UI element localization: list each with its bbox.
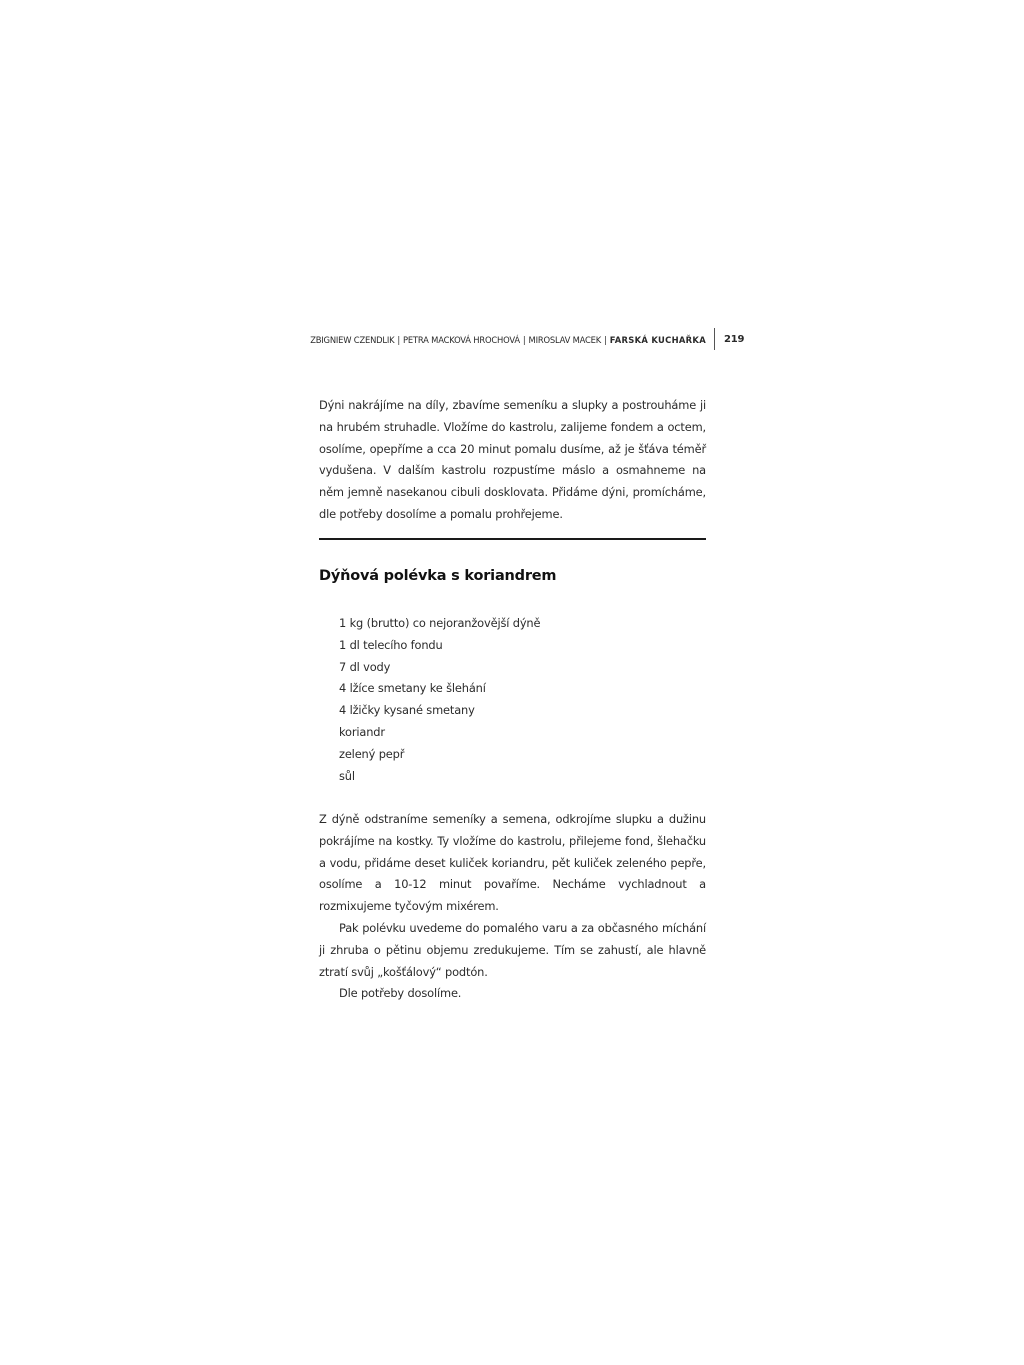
method-paragraph: Pak polévku uvedeme do pomalého varu a za občasného míchání ji zhruba o pětinu objemu zredukujeme. Tím se zahustí, ale hlavně ztratí svůj „košťálový“ podtón. (319, 920, 706, 979)
intro-section (319, 395, 706, 526)
method-section (319, 809, 706, 1005)
header-separator: | (522, 335, 526, 345)
ingredient-item: koriandr (339, 724, 385, 739)
intro-paragraph: Dýni nakrájíme na díly, zbavíme semeníku a slupky a postrouháme ji na hrubém struhadle. Vložíme do kastrolu, zalijeme fondem a octem, osolíme, opepříme a cca 20 minut pomalu dusíme, až je šťáva téměř vydušena. V dalším kastrolu rozpustíme máslo a osmahneme na něm jemně nasekanou cibuli dosklovata. Přidáme dýni, promícháme, dle potřeby dosolíme a pomalu prohřejeme. (319, 398, 706, 521)
section-divider (319, 538, 706, 540)
method-paragraph: Dle potřeby dosolíme. (339, 986, 462, 1001)
recipe-title: Dýňová polévka s koriandrem (319, 568, 557, 584)
ingredient-item: sůl (339, 768, 355, 783)
ingredient-item: 4 lžičky kysané smetany (339, 703, 475, 718)
header-separator: | (604, 335, 607, 345)
header-book-title: FARSKÁ KUCHAŘKA (609, 335, 706, 345)
method-paragraph: Z dýně odstraníme semeníky a semena, odkrojíme slupku a dužinu pokrájíme na kostky. Ty vložíme do kastrolu, přilejeme fond, šlehačku a vodu, přidáme deset kuliček koriandru, pět kuliček zeleného pepře, osolíme a 10-12 minut povaříme. Necháme vychladnout a rozmixujeme tyčovým mixérem. (319, 812, 706, 914)
header-separator: | (397, 335, 401, 345)
ingredient-item: 1 dl telecího fondu (339, 637, 443, 652)
ingredient-item: 7 dl vody (339, 659, 391, 674)
running-header (300, 328, 745, 352)
header-author-3: MIROSLAV MACEK (528, 335, 602, 345)
header-credits (310, 335, 706, 345)
header-author-2: PETRA MACKOVÁ HROCHOVÁ (403, 335, 520, 345)
header-author-1: ZBIGNIEW CZENDLIK (310, 335, 395, 345)
ingredient-item: zelený pepř (339, 746, 405, 761)
page-number: 219 (724, 334, 745, 345)
header-divider (714, 328, 715, 350)
ingredient-list (339, 613, 540, 787)
ingredient-item: 1 kg (brutto) co nejoranžovější dýně (339, 616, 541, 630)
ingredient-item: 4 lžíce smetany ke šlehání (339, 681, 486, 696)
